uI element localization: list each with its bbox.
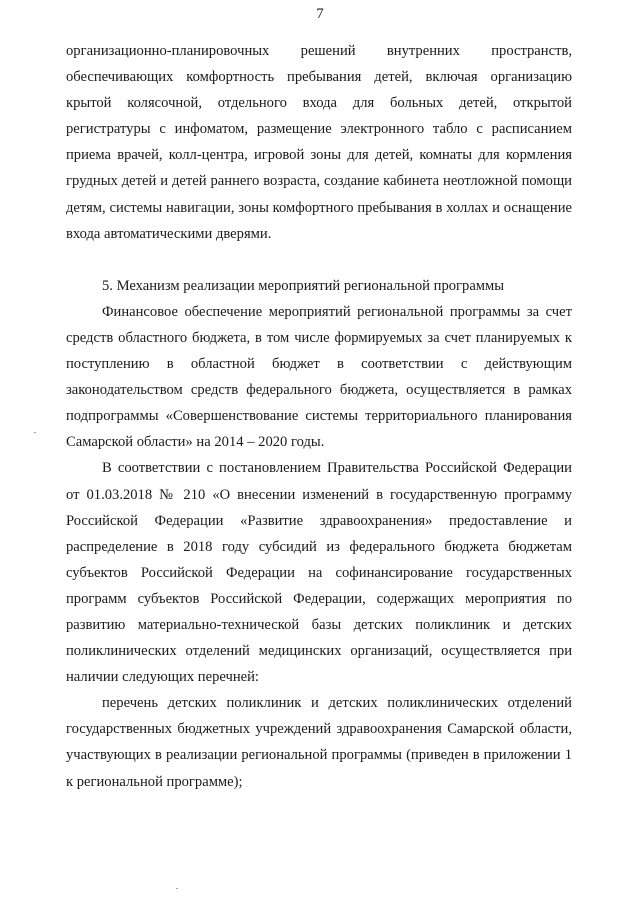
resolution-paragraph: В соответствии с постановлением Правительства Российской Федерации от 01.03.2018 № 210 «О внесении изменений в государственную программу Российской Федерации «Развитие здравоохранения» предоставление и распределение в 2018 году субсидий из федерального бюджета бюджетам субъектов Российской Федерации на софинансирование государственных программ субъектов Российской Федерации, содержащих мероприятия по развитию материально-технической базы детских поликлиник и детских поликлинических отделений медицинских организаций, осуществляется при наличии следующих перечней: xyxy=(66,460,572,686)
scan-mark xyxy=(176,888,178,889)
scan-mark xyxy=(34,432,36,433)
financing-paragraph: Финансовое обеспечение мероприятий региональной программы за счет средств областного бюджета, в том числе формируемых за счет планируемых к поступлению в областной бюджет в соответствии с действующим законодательством средств федерального бюджета, осуществляется в рамках подпрограммы «Совершенствование системы территориального планирования Самарской области» на 2014 – 2020 годы. xyxy=(66,303,572,451)
continuation-paragraph: организационно-планировочных решений внутренних пространств, обеспечивающих комфортность пребывания детей, включая организацию крытой колясочной, отдельного входа для больных детей, открытой регистратуры с инфоматом, размещение электронного табло с расписанием приема врачей, колл-центра, игровой зоны для детей, комнаты для кормления грудных детей и детей раннего возраста, создание кабинета неотложной помощи детям, системы навигации, зоны комфортного пребывания в холлах и оснащение входа автоматическими дверями. xyxy=(66,43,572,242)
page-number: 7 xyxy=(316,6,324,22)
document-body xyxy=(66,38,572,795)
section-heading: 5. Механизм реализации мероприятий региональной программы xyxy=(102,277,505,294)
list-item-paragraph: перечень детских поликлиник и детских поликлинических отделений государственных бюджетных учреждений здравоохранения Самарской области, участвующих в реализации региональной программы (приведен в приложении 1 к региональной программе); xyxy=(66,695,572,790)
